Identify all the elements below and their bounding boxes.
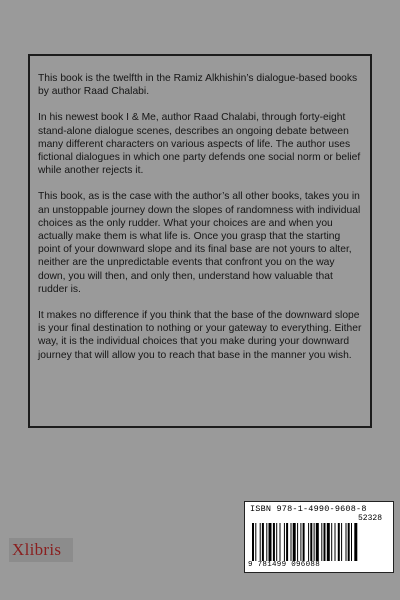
barcode-bars bbox=[252, 523, 388, 561]
barcode-bar bbox=[338, 523, 340, 561]
barcode-bar bbox=[303, 523, 305, 561]
barcode-bar bbox=[269, 523, 272, 561]
barcode-bar bbox=[321, 523, 322, 561]
barcode-bar bbox=[316, 523, 319, 561]
barcode-bar bbox=[348, 523, 350, 561]
barcode-bar bbox=[314, 523, 315, 561]
barcode-bar bbox=[341, 523, 342, 561]
barcode-bar bbox=[354, 523, 357, 561]
paragraph-2: In his newest book I & Me, author Raad Chalabi, through forty-eight stand-alone dialogue scenes, describes an ongoing debate between many different characters on various aspects of life. The author uses fictional dialogues in which one party defends one social norm or belief while another rejects it. bbox=[38, 112, 361, 177]
paragraph-3: This book, as is the case with the author’s all other books, takes you in an unstoppable journey down the slopes of randomness with individual choices as the only rudder. What your choices are and when you actually make them is what life is. Once you grasp that the starting point of your downward slope and its final base are not yours to alter, neither are the unpredictable events that confront you on the way down, you will then, and only then, understand how valuable that rudder is. bbox=[38, 191, 361, 295]
barcode-bar bbox=[308, 523, 309, 561]
barcode-bar bbox=[273, 523, 275, 561]
barcode-bar bbox=[310, 523, 312, 561]
price-code: 52328 bbox=[358, 514, 383, 523]
barcode-bar bbox=[331, 523, 332, 561]
isbn-text: ISBN 978-1-4990-9608-8 bbox=[250, 504, 367, 514]
barcode-bar bbox=[262, 523, 264, 561]
barcode-bar bbox=[284, 523, 285, 561]
barcode-bar bbox=[293, 523, 296, 561]
barcode-bar bbox=[297, 523, 298, 561]
barcode-number: 9 781499 096088 bbox=[248, 561, 321, 569]
barcode-bar bbox=[327, 523, 330, 561]
paragraph-1: This book is the twelfth in the Ramiz Alkhishin’s dialogue-based books by author Raad Chalabi. bbox=[38, 73, 358, 98]
barcode-bar bbox=[266, 523, 267, 561]
barcode-bar bbox=[252, 523, 254, 561]
back-cover-text bbox=[38, 72, 364, 375]
barcode-bar bbox=[291, 523, 292, 561]
barcode-bar bbox=[335, 523, 336, 561]
publisher-logo: Xlibris bbox=[12, 540, 62, 559]
barcode-bar bbox=[260, 523, 261, 561]
barcode-bar bbox=[346, 523, 347, 561]
barcode-bar bbox=[300, 523, 301, 561]
barcode-bar bbox=[280, 523, 281, 561]
barcode-bar bbox=[286, 523, 288, 561]
barcode-bar bbox=[351, 523, 352, 561]
barcode-bar bbox=[276, 523, 277, 561]
barcode-bar bbox=[324, 523, 326, 561]
barcode-bar bbox=[255, 523, 256, 561]
paragraph-4: It makes no difference if you think that the base of the downward slope is your final destination to nothing or your gateway to everything. Either way, it is the individual choices that you make during your downward journey that will allow you to reach that base in the manner you wish. bbox=[38, 310, 362, 361]
